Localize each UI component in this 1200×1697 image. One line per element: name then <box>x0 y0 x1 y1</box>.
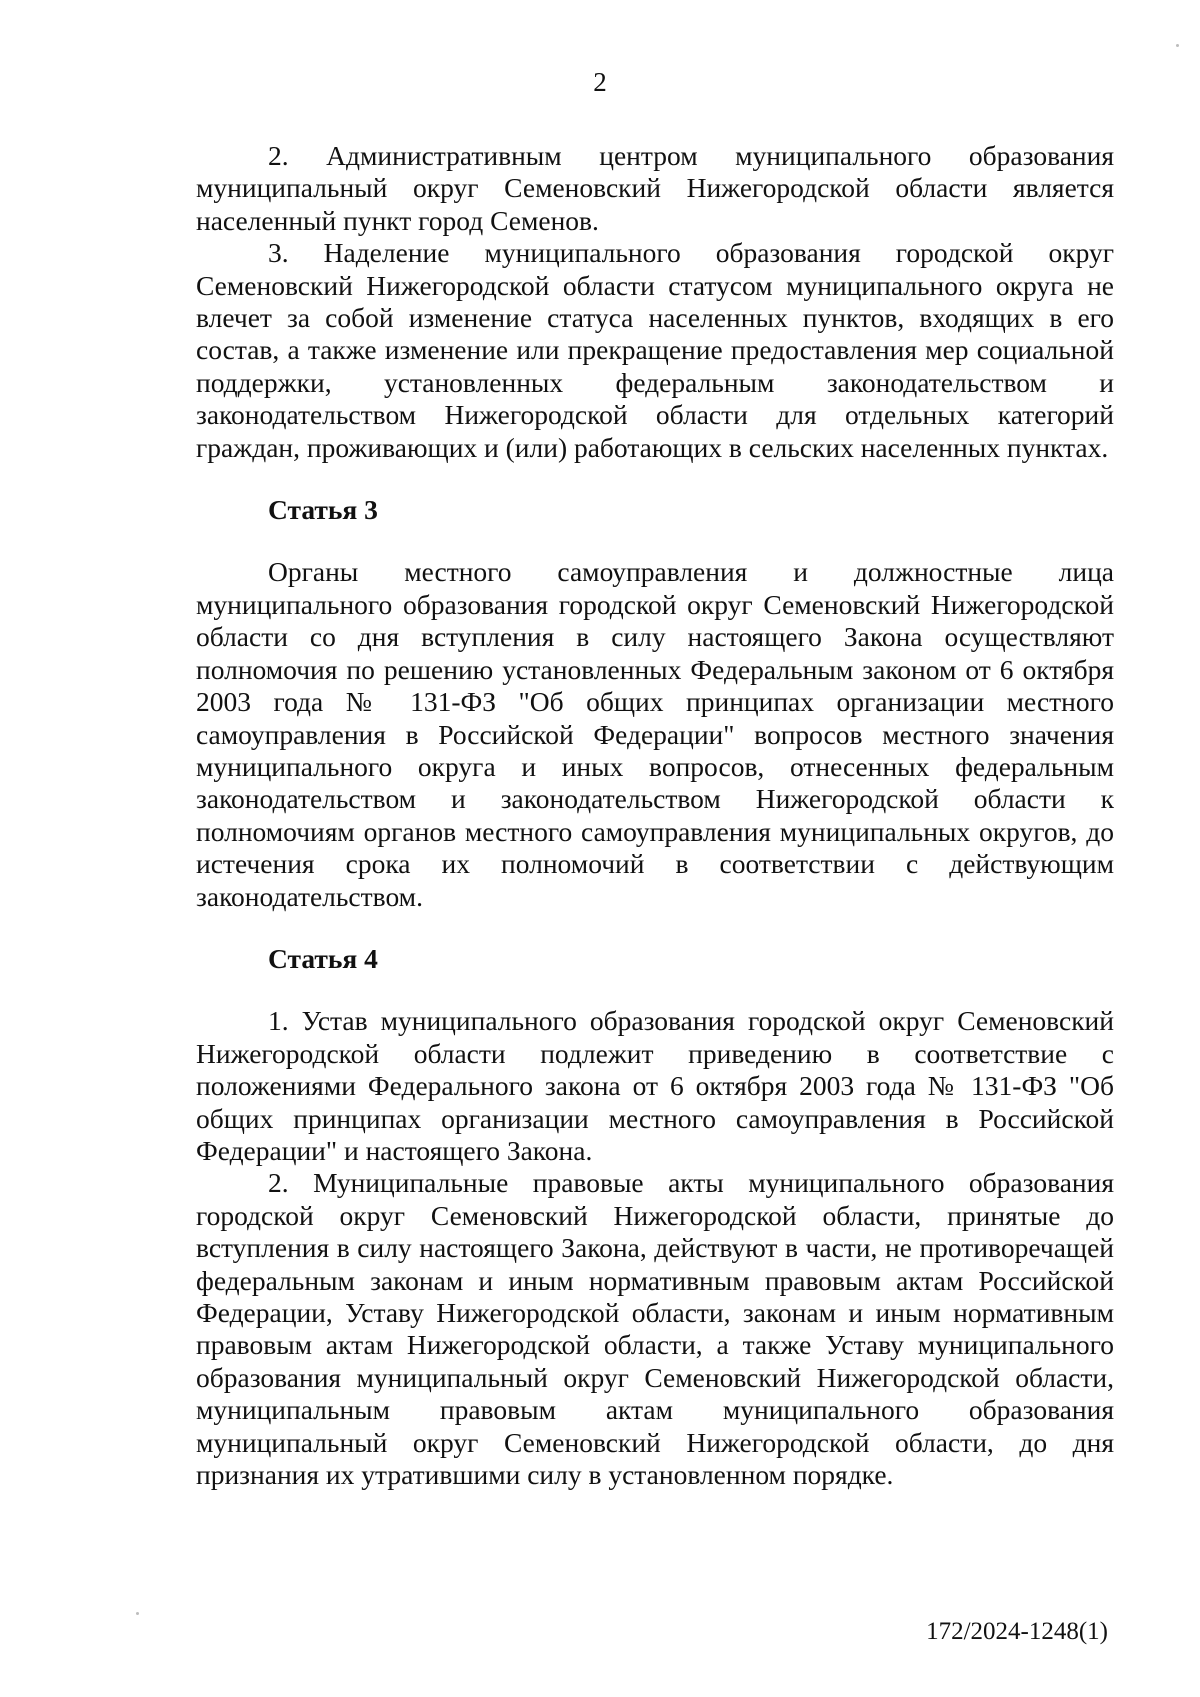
scan-speck <box>136 1612 139 1615</box>
paragraph-2-1: 2. Административным центром муниципального образования муниципальный округ Семеновский Нижегородской области является населенный пункт город Семенов. <box>196 140 1114 236</box>
article-4-paragraph-2: 2. Муниципальные правовые акты муниципального образования городской округ Семеновский Нижегородской области, принятые до вступления в силу настоящего Закона, действуют в части, не противоречащей федеральным законам и иным нормативным правовым актам Российской Федерации, Уставу Нижегородской области, законам и иным нормативным правовым актам Нижегородской области, а также Уставу муниципального образования муниципальный округ Семеновский Нижегородской области, муниципальным правовым актам муниципального образования муниципальный округ Семеновский Нижегородской области, до дня признания их утратившими силу в установленном порядке. <box>196 1167 1114 1491</box>
page-number: 2 <box>593 67 607 97</box>
article-3-paragraph: Органы местного самоуправления и должностные лица муниципального образования городской округ Семеновский Нижегородской области со дня вступления в силу настоящего Закона осуществляют полномочия по решению установленных Федеральным законом от 6 октября 2003 года № 131-ФЗ "Об общих принципах организации местного самоуправления в Российской Федерации" вопросов местного значения муниципального округа и иных вопросов, отнесенных федеральным законодательством и законодательством Нижегородской области к полномочиям органов местного самоуправления муниципальных округов, до истечения срока их полномочий в соответствии с действующим законодательством. <box>196 556 1114 912</box>
scan-speck <box>1176 44 1179 47</box>
article-3-heading: Статья 3 <box>268 494 378 526</box>
paragraph-2-2: 3. Наделение муниципального образования городской округ Семеновский Нижегородской области статусом муниципального округа не влечет за собой изменение статуса населенных пунктов, входящих в его состав, а также изменение или прекращение предоставления мер социальной поддержки, установленных федеральным законодательством и законодательством Нижегородской области для отдельных категорий граждан, проживающих и (или) работающих в сельских населенных пунктах. <box>196 237 1114 463</box>
article-4-heading: Статья 4 <box>268 942 378 974</box>
document-code: 172/2024-1248(1) <box>926 1618 1108 1645</box>
document-body <box>196 140 1114 1491</box>
article-4-paragraph-1: 1. Устав муниципального образования городской округ Семеновский Нижегородской области подлежит приведению в соответствие с положениями Федерального закона от 6 октября 2003 года № 131-ФЗ "Об общих принципах организации местного самоуправления в Российской Федерации" и настоящего Закона. <box>196 1005 1114 1166</box>
